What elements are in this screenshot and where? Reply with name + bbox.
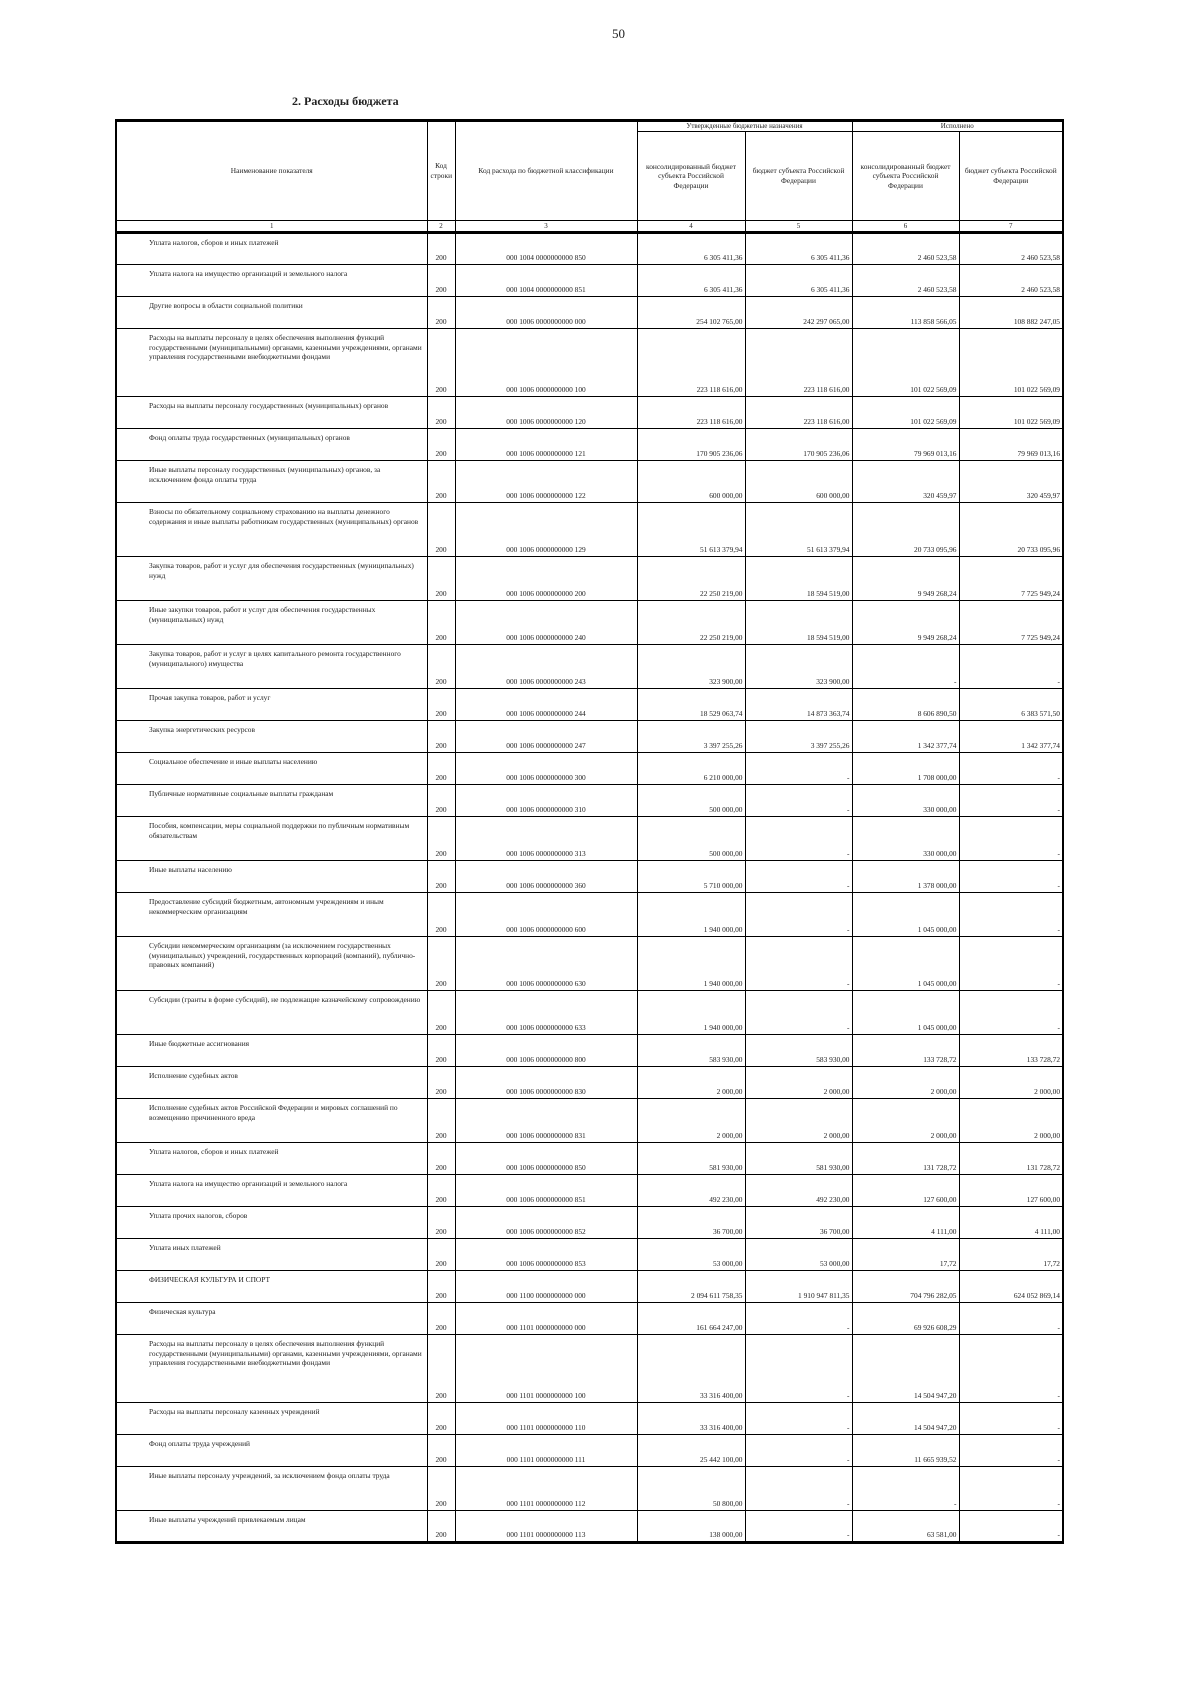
header-approved-consolidated: консолидированный бюджет субъекта Российской Федерации [637, 132, 745, 221]
row-approved-subject: 51 613 379,94 [745, 503, 852, 557]
row-approved-consolidated: 2 000,00 [637, 1099, 745, 1143]
row-class-code: 000 1006 0000000000 310 [455, 785, 637, 817]
row-class-code: 000 1004 0000000000 850 [455, 233, 637, 265]
row-line-code: 200 [427, 689, 455, 721]
row-line-code: 200 [427, 233, 455, 265]
row-name: Закупка товаров, работ и услуг для обеспечения государственных (муниципальных) нужд [116, 557, 427, 601]
row-approved-consolidated: 36 700,00 [637, 1207, 745, 1239]
row-executed-consolidated: 9 949 268,24 [852, 557, 959, 601]
row-approved-consolidated: 3 397 255,26 [637, 721, 745, 753]
row-approved-subject: - [745, 937, 852, 991]
row-approved-consolidated: 2 094 611 758,35 [637, 1271, 745, 1303]
row-executed-consolidated: 2 460 523,58 [852, 233, 959, 265]
row-approved-consolidated: 138 000,00 [637, 1511, 745, 1543]
row-approved-consolidated: 1 940 000,00 [637, 991, 745, 1035]
row-executed-subject: 7 725 949,24 [959, 557, 1063, 601]
row-class-code: 000 1101 0000000000 111 [455, 1435, 637, 1467]
row-approved-consolidated: 1 940 000,00 [637, 937, 745, 991]
row-executed-consolidated: 69 926 608,29 [852, 1303, 959, 1335]
table-row [116, 1099, 1063, 1143]
row-approved-consolidated: 22 250 219,00 [637, 601, 745, 645]
row-approved-subject: - [745, 1403, 852, 1435]
row-approved-consolidated: 22 250 219,00 [637, 557, 745, 601]
table-row [116, 429, 1063, 461]
row-executed-subject: 4 111,00 [959, 1207, 1063, 1239]
row-executed-consolidated: 63 581,00 [852, 1511, 959, 1543]
row-approved-consolidated: 6 305 411,36 [637, 233, 745, 265]
row-approved-subject: 583 930,00 [745, 1035, 852, 1067]
row-executed-consolidated: 14 504 947,20 [852, 1335, 959, 1403]
table-row [116, 1207, 1063, 1239]
row-approved-consolidated: 170 905 236,06 [637, 429, 745, 461]
row-class-code: 000 1006 0000000000 240 [455, 601, 637, 645]
row-approved-subject: - [745, 1435, 852, 1467]
row-approved-subject: 18 594 519,00 [745, 601, 852, 645]
row-class-code: 000 1004 0000000000 851 [455, 265, 637, 297]
row-line-code: 200 [427, 1099, 455, 1143]
table-row [116, 1511, 1063, 1543]
row-approved-subject: - [745, 1335, 852, 1403]
row-executed-consolidated: 79 969 013,16 [852, 429, 959, 461]
column-number: 1 [116, 221, 427, 233]
header-name: Наименование показателя [116, 121, 427, 221]
row-name: Иные выплаты учреждений привлекаемым лицам [116, 1511, 427, 1543]
row-approved-consolidated: 323 900,00 [637, 645, 745, 689]
row-executed-subject: 320 459,97 [959, 461, 1063, 503]
row-line-code: 200 [427, 601, 455, 645]
row-class-code: 000 1006 0000000000 129 [455, 503, 637, 557]
row-class-code: 000 1006 0000000000 100 [455, 329, 637, 397]
row-executed-consolidated: 113 858 566,05 [852, 297, 959, 329]
row-executed-consolidated: 101 022 569,09 [852, 329, 959, 397]
header-line-code: Код строки [427, 121, 455, 221]
row-executed-consolidated: 1 045 000,00 [852, 937, 959, 991]
row-name: Прочая закупка товаров, работ и услуг [116, 689, 427, 721]
row-line-code: 200 [427, 1435, 455, 1467]
row-executed-subject: 127 600,00 [959, 1175, 1063, 1207]
row-approved-subject: 242 297 065,00 [745, 297, 852, 329]
row-name: Исполнение судебных актов [116, 1067, 427, 1099]
row-class-code: 000 1006 0000000000 850 [455, 1143, 637, 1175]
row-executed-consolidated: 2 000,00 [852, 1099, 959, 1143]
table-row [116, 1035, 1063, 1067]
row-approved-consolidated: 223 118 616,00 [637, 397, 745, 429]
row-approved-consolidated: 33 316 400,00 [637, 1403, 745, 1435]
row-name: Расходы на выплаты персоналу в целях обеспечения выполнения функций государственными (муниципальными) органами, казенными учреждениями, органами управления государственными внебюджетными фондами [116, 329, 427, 397]
page-number: 50 [612, 26, 625, 41]
row-name: Уплата налогов, сборов и иных платежей [116, 1143, 427, 1175]
row-line-code: 200 [427, 1467, 455, 1511]
table-row [116, 991, 1063, 1035]
row-name: Фонд оплаты труда государственных (муниципальных) органов [116, 429, 427, 461]
table-row [116, 817, 1063, 861]
row-executed-consolidated: 131 728,72 [852, 1143, 959, 1175]
row-approved-consolidated: 583 930,00 [637, 1035, 745, 1067]
row-executed-consolidated: 2 460 523,58 [852, 265, 959, 297]
row-line-code: 200 [427, 429, 455, 461]
row-executed-consolidated: 17,72 [852, 1239, 959, 1271]
row-executed-subject: 131 728,72 [959, 1143, 1063, 1175]
row-name: Иные выплаты населению [116, 861, 427, 893]
table-row [116, 233, 1063, 265]
row-name: Публичные нормативные социальные выплаты гражданам [116, 785, 427, 817]
row-class-code: 000 1006 0000000000 120 [455, 397, 637, 429]
row-approved-consolidated: 2 000,00 [637, 1067, 745, 1099]
row-executed-subject: 624 052 869,14 [959, 1271, 1063, 1303]
column-number: 4 [637, 221, 745, 233]
column-number: 3 [455, 221, 637, 233]
row-class-code: 000 1006 0000000000 831 [455, 1099, 637, 1143]
row-approved-subject: - [745, 991, 852, 1035]
row-class-code: 000 1006 0000000000 300 [455, 753, 637, 785]
column-number: 6 [852, 221, 959, 233]
row-executed-subject: 1 342 377,74 [959, 721, 1063, 753]
row-executed-subject: - [959, 1511, 1063, 1543]
row-executed-subject: 2 000,00 [959, 1099, 1063, 1143]
row-line-code: 200 [427, 1239, 455, 1271]
row-approved-consolidated: 50 800,00 [637, 1467, 745, 1511]
table-row [116, 1175, 1063, 1207]
table-row [116, 329, 1063, 397]
row-executed-consolidated: 127 600,00 [852, 1175, 959, 1207]
row-line-code: 200 [427, 397, 455, 429]
table-row [116, 1435, 1063, 1467]
row-executed-subject: 133 728,72 [959, 1035, 1063, 1067]
row-approved-subject: 581 930,00 [745, 1143, 852, 1175]
row-approved-subject: 14 873 363,74 [745, 689, 852, 721]
row-approved-consolidated: 1 940 000,00 [637, 893, 745, 937]
row-name: Уплата налога на имущество организаций и земельного налога [116, 1175, 427, 1207]
row-class-code: 000 1006 0000000000 247 [455, 721, 637, 753]
table-row [116, 557, 1063, 601]
table-row [116, 893, 1063, 937]
row-executed-consolidated: - [852, 1467, 959, 1511]
row-approved-subject: - [745, 1303, 852, 1335]
column-number: 7 [959, 221, 1063, 233]
row-approved-subject: - [745, 861, 852, 893]
row-name: Уплата налогов, сборов и иных платежей [116, 233, 427, 265]
row-name: Субсидии некоммерческим организациям (за исключением государственных (муниципальных) учреждений, государственных корпораций (компаний), публично-правовых компаний) [116, 937, 427, 991]
row-class-code: 000 1101 0000000000 110 [455, 1403, 637, 1435]
header-class-code: Код расхода по бюджетной классификации [455, 121, 637, 221]
row-executed-consolidated: 1 045 000,00 [852, 893, 959, 937]
table-row [116, 461, 1063, 503]
row-line-code: 200 [427, 1303, 455, 1335]
row-line-code: 200 [427, 329, 455, 397]
row-name: Фонд оплаты труда учреждений [116, 1435, 427, 1467]
row-class-code: 000 1006 0000000000 630 [455, 937, 637, 991]
row-class-code: 000 1006 0000000000 121 [455, 429, 637, 461]
row-class-code: 000 1006 0000000000 853 [455, 1239, 637, 1271]
row-executed-consolidated: 20 733 095,96 [852, 503, 959, 557]
row-executed-subject: 17,72 [959, 1239, 1063, 1271]
header-approved-group: Утвержденные бюджетные назначения [637, 121, 852, 132]
table-row [116, 753, 1063, 785]
row-approved-consolidated: 581 930,00 [637, 1143, 745, 1175]
row-approved-subject: 170 905 236,06 [745, 429, 852, 461]
table-row [116, 297, 1063, 329]
row-executed-subject: 6 383 571,50 [959, 689, 1063, 721]
row-approved-consolidated: 53 000,00 [637, 1239, 745, 1271]
row-executed-consolidated: 704 796 282,05 [852, 1271, 959, 1303]
table-row [116, 785, 1063, 817]
row-executed-subject: - [959, 893, 1063, 937]
row-executed-consolidated: 11 665 939,52 [852, 1435, 959, 1467]
row-name: Иные выплаты персоналу государственных (муниципальных) органов, за исключением фонда оплаты труда [116, 461, 427, 503]
row-executed-subject: - [959, 753, 1063, 785]
row-line-code: 200 [427, 937, 455, 991]
row-name: Закупка энергетических ресурсов [116, 721, 427, 753]
row-class-code: 000 1006 0000000000 243 [455, 645, 637, 689]
row-executed-subject: - [959, 937, 1063, 991]
row-executed-subject: 79 969 013,16 [959, 429, 1063, 461]
row-name: Уплата прочих налогов, сборов [116, 1207, 427, 1239]
row-class-code: 000 1006 0000000000 830 [455, 1067, 637, 1099]
row-class-code: 000 1101 0000000000 113 [455, 1511, 637, 1543]
row-executed-consolidated: 133 728,72 [852, 1035, 959, 1067]
section-title: 2. Расходы бюджета [292, 94, 399, 108]
row-class-code: 000 1006 0000000000 200 [455, 557, 637, 601]
table-row [116, 861, 1063, 893]
row-name: Расходы на выплаты персоналу казенных учреждений [116, 1403, 427, 1435]
row-approved-consolidated: 33 316 400,00 [637, 1335, 745, 1403]
row-executed-subject: - [959, 861, 1063, 893]
row-line-code: 200 [427, 297, 455, 329]
row-approved-subject: 600 000,00 [745, 461, 852, 503]
row-executed-subject: 101 022 569,09 [959, 329, 1063, 397]
row-approved-consolidated: 161 664 247,00 [637, 1303, 745, 1335]
row-class-code: 000 1006 0000000000 122 [455, 461, 637, 503]
row-executed-consolidated: 1 342 377,74 [852, 721, 959, 753]
row-approved-subject: 492 230,00 [745, 1175, 852, 1207]
row-line-code: 200 [427, 1271, 455, 1303]
table-row [116, 1067, 1063, 1099]
row-approved-subject: 1 910 947 811,35 [745, 1271, 852, 1303]
table-body [116, 233, 1063, 1543]
row-line-code: 200 [427, 503, 455, 557]
row-class-code: 000 1006 0000000000 800 [455, 1035, 637, 1067]
row-approved-consolidated: 223 118 616,00 [637, 329, 745, 397]
table-row [116, 1303, 1063, 1335]
row-approved-subject: 223 118 616,00 [745, 397, 852, 429]
row-approved-consolidated: 51 613 379,94 [637, 503, 745, 557]
row-line-code: 200 [427, 1335, 455, 1403]
row-name: Уплата иных платежей [116, 1239, 427, 1271]
row-name: Иные закупки товаров, работ и услуг для обеспечения государственных (муниципальных) нужд [116, 601, 427, 645]
row-line-code: 200 [427, 861, 455, 893]
row-executed-subject: - [959, 645, 1063, 689]
row-executed-subject: - [959, 1403, 1063, 1435]
row-line-code: 200 [427, 1035, 455, 1067]
row-name: Расходы на выплаты персоналу в целях обеспечения выполнения функций государственными (муниципальными) органами, казенными учреждениями, органами управления государственными внебюджетными фондами [116, 1335, 427, 1403]
row-executed-subject: 2 000,00 [959, 1067, 1063, 1099]
row-executed-subject: 108 882 247,05 [959, 297, 1063, 329]
table-row [116, 1467, 1063, 1511]
table-row [116, 397, 1063, 429]
row-executed-subject: - [959, 991, 1063, 1035]
table-row [116, 721, 1063, 753]
row-name: Предоставление субсидий бюджетным, автономным учреждениям и иным некоммерческим организациям [116, 893, 427, 937]
row-name: Социальное обеспечение и иные выплаты населению [116, 753, 427, 785]
row-class-code: 000 1100 0000000000 000 [455, 1271, 637, 1303]
row-approved-consolidated: 254 102 765,00 [637, 297, 745, 329]
row-class-code: 000 1006 0000000000 313 [455, 817, 637, 861]
row-name: Взносы по обязательному социальному страхованию на выплаты денежного содержания и иные выплаты работникам государственных (муниципальных) органов [116, 503, 427, 557]
row-line-code: 200 [427, 785, 455, 817]
row-approved-consolidated: 500 000,00 [637, 785, 745, 817]
row-approved-consolidated: 25 442 100,00 [637, 1435, 745, 1467]
row-class-code: 000 1006 0000000000 851 [455, 1175, 637, 1207]
table-row [116, 265, 1063, 297]
row-class-code: 000 1006 0000000000 633 [455, 991, 637, 1035]
row-approved-consolidated: 18 529 063,74 [637, 689, 745, 721]
row-approved-subject: 36 700,00 [745, 1207, 852, 1239]
header-executed-group: Исполнено [852, 121, 1063, 132]
row-line-code: 200 [427, 753, 455, 785]
row-executed-subject: - [959, 1467, 1063, 1511]
row-executed-consolidated: 1 045 000,00 [852, 991, 959, 1035]
row-line-code: 200 [427, 817, 455, 861]
table-row [116, 645, 1063, 689]
row-line-code: 200 [427, 1067, 455, 1099]
row-line-code: 200 [427, 721, 455, 753]
row-executed-consolidated: 9 949 268,24 [852, 601, 959, 645]
row-executed-consolidated: 330 000,00 [852, 785, 959, 817]
row-approved-subject: 323 900,00 [745, 645, 852, 689]
row-line-code: 200 [427, 1143, 455, 1175]
row-class-code: 000 1101 0000000000 112 [455, 1467, 637, 1511]
row-name: Иные бюджетные ассигнования [116, 1035, 427, 1067]
row-executed-subject: - [959, 1435, 1063, 1467]
row-class-code: 000 1006 0000000000 244 [455, 689, 637, 721]
row-line-code: 200 [427, 991, 455, 1035]
row-class-code: 000 1006 0000000000 852 [455, 1207, 637, 1239]
row-approved-subject: 6 305 411,36 [745, 265, 852, 297]
row-approved-subject: - [745, 785, 852, 817]
table-row [116, 1403, 1063, 1435]
row-class-code: 000 1006 0000000000 000 [455, 297, 637, 329]
row-executed-subject: - [959, 1335, 1063, 1403]
row-approved-consolidated: 500 000,00 [637, 817, 745, 861]
row-approved-subject: - [745, 1467, 852, 1511]
row-name: Физическая культура [116, 1303, 427, 1335]
row-class-code: 000 1006 0000000000 600 [455, 893, 637, 937]
row-class-code: 000 1101 0000000000 000 [455, 1303, 637, 1335]
table-header [116, 121, 1063, 233]
row-approved-consolidated: 492 230,00 [637, 1175, 745, 1207]
row-executed-consolidated: 14 504 947,20 [852, 1403, 959, 1435]
row-approved-subject: 2 000,00 [745, 1067, 852, 1099]
table-row [116, 1335, 1063, 1403]
row-executed-subject: 101 022 569,09 [959, 397, 1063, 429]
row-approved-subject: - [745, 753, 852, 785]
row-executed-consolidated: 101 022 569,09 [852, 397, 959, 429]
table-row [116, 1239, 1063, 1271]
row-line-code: 200 [427, 1175, 455, 1207]
header-approved-subject: бюджет субъекта Российской Федерации [745, 132, 852, 221]
row-executed-subject: 7 725 949,24 [959, 601, 1063, 645]
row-approved-subject: 2 000,00 [745, 1099, 852, 1143]
row-executed-consolidated: 1 708 000,00 [852, 753, 959, 785]
row-executed-subject: 20 733 095,96 [959, 503, 1063, 557]
row-executed-subject: - [959, 785, 1063, 817]
row-line-code: 200 [427, 1403, 455, 1435]
row-executed-consolidated: 8 606 890,50 [852, 689, 959, 721]
row-approved-consolidated: 6 305 411,36 [637, 265, 745, 297]
table-row [116, 1143, 1063, 1175]
row-line-code: 200 [427, 1511, 455, 1543]
column-number: 2 [427, 221, 455, 233]
row-line-code: 200 [427, 893, 455, 937]
row-class-code: 000 1006 0000000000 360 [455, 861, 637, 893]
table-row [116, 937, 1063, 991]
row-executed-consolidated: - [852, 645, 959, 689]
row-approved-subject: 6 305 411,36 [745, 233, 852, 265]
row-executed-consolidated: 1 378 000,00 [852, 861, 959, 893]
row-approved-consolidated: 600 000,00 [637, 461, 745, 503]
row-name: Другие вопросы в области социальной политики [116, 297, 427, 329]
expenditure-table [115, 119, 1064, 1544]
header-executed-subject: бюджет субъекта Российской Федерации [959, 132, 1063, 221]
row-executed-consolidated: 4 111,00 [852, 1207, 959, 1239]
row-name: Субсидии (гранты в форме субсидий), не подлежащие казначейскому сопровождению [116, 991, 427, 1035]
row-approved-subject: - [745, 1511, 852, 1543]
row-executed-subject: 2 460 523,58 [959, 265, 1063, 297]
row-approved-subject: 3 397 255,26 [745, 721, 852, 753]
row-executed-consolidated: 2 000,00 [852, 1067, 959, 1099]
row-approved-consolidated: 5 710 000,00 [637, 861, 745, 893]
row-line-code: 200 [427, 557, 455, 601]
row-name: Уплата налога на имущество организаций и земельного налога [116, 265, 427, 297]
row-line-code: 200 [427, 461, 455, 503]
row-line-code: 200 [427, 1207, 455, 1239]
column-number: 5 [745, 221, 852, 233]
table-row [116, 503, 1063, 557]
row-name: Иные выплаты персоналу учреждений, за исключением фонда оплаты труда [116, 1467, 427, 1511]
table-row [116, 689, 1063, 721]
row-executed-subject: 2 460 523,58 [959, 233, 1063, 265]
column-numbers-row [116, 221, 1063, 233]
row-approved-consolidated: 6 210 000,00 [637, 753, 745, 785]
row-name: Исполнение судебных актов Российской Федерации и мировых соглашений по возмещению причиненного вреда [116, 1099, 427, 1143]
row-name: Закупка товаров, работ и услуг в целях капитального ремонта государственного (муниципального) имущества [116, 645, 427, 689]
row-approved-subject: 53 000,00 [745, 1239, 852, 1271]
row-approved-subject: - [745, 893, 852, 937]
row-approved-subject: 223 118 616,00 [745, 329, 852, 397]
row-approved-subject: 18 594 519,00 [745, 557, 852, 601]
row-name: Пособия, компенсации, меры социальной поддержки по публичным нормативным обязательствам [116, 817, 427, 861]
row-executed-consolidated: 330 000,00 [852, 817, 959, 861]
row-line-code: 200 [427, 645, 455, 689]
row-name: Расходы на выплаты персоналу государственных (муниципальных) органов [116, 397, 427, 429]
table-row [116, 601, 1063, 645]
table-row [116, 1271, 1063, 1303]
row-line-code: 200 [427, 265, 455, 297]
row-name: ФИЗИЧЕСКАЯ КУЛЬТУРА И СПОРТ [116, 1271, 427, 1303]
row-class-code: 000 1101 0000000000 100 [455, 1335, 637, 1403]
row-approved-subject: - [745, 817, 852, 861]
row-executed-subject: - [959, 1303, 1063, 1335]
row-executed-consolidated: 320 459,97 [852, 461, 959, 503]
row-executed-subject: - [959, 817, 1063, 861]
header-executed-consolidated: консолидированный бюджет субъекта Российской Федерации [852, 132, 959, 221]
